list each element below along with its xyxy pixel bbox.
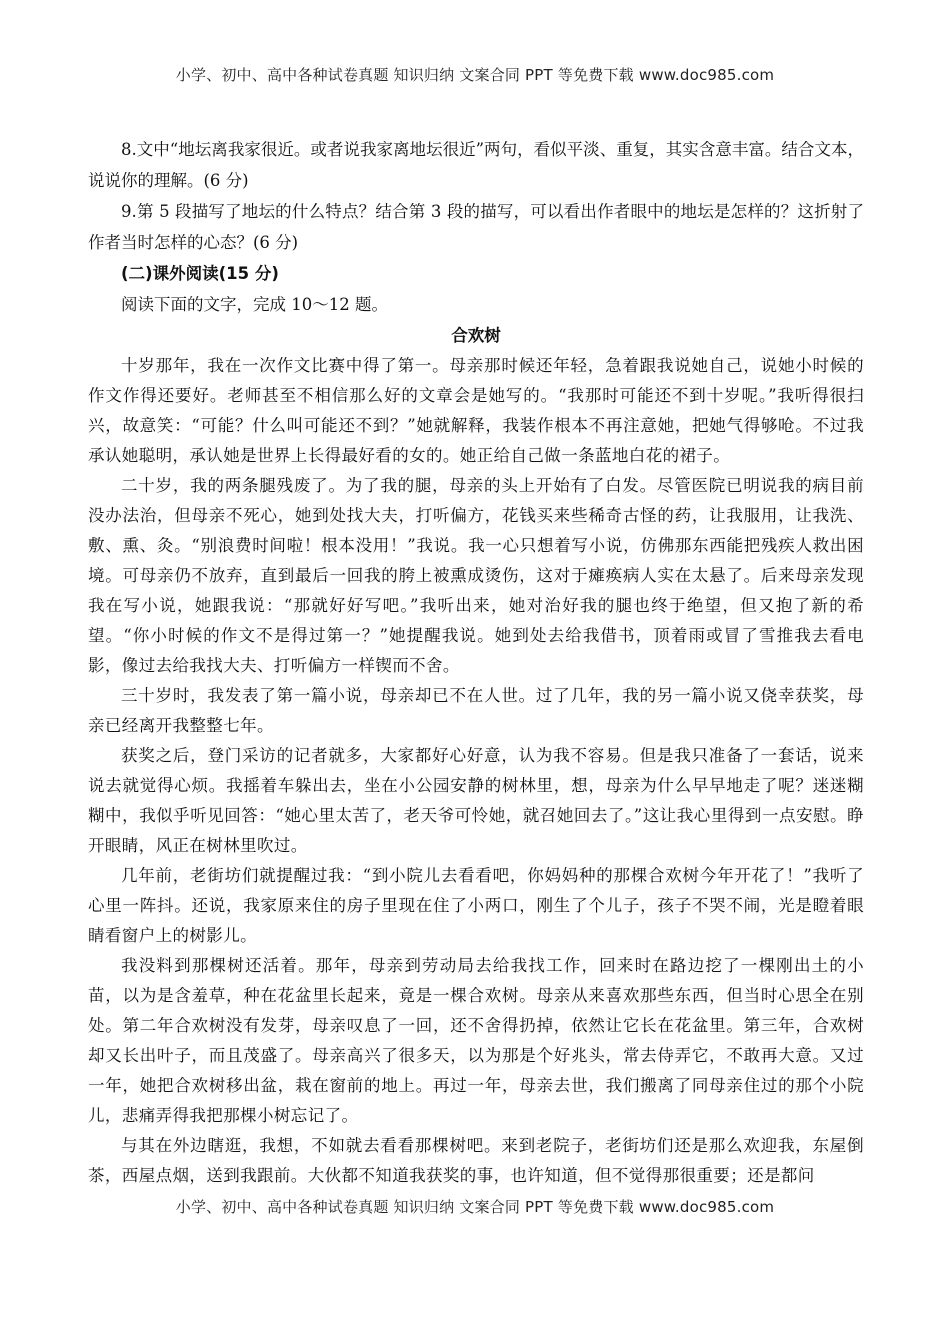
article-paragraph: 三十岁时，我发表了第一篇小说，母亲却已不在人世。过了几年，我的另一篇小说又侥幸获奖，母亲已经离开我整整七年。 xyxy=(88,686,864,735)
article-paragraph: 与其在外边瞎逛，我想，不如就去看看那棵树吧。来到老院子，老街坊们还是那么欢迎我，东屋倒茶，西屋点烟，送到我跟前。大伙都不知道我获奖的事，也许知道，但不觉得那很重要；还是都问 xyxy=(88,1136,864,1185)
article-paragraph: 我没料到那棵树还活着。那年，母亲到劳动局去给我找工作，回来时在路边挖了一棵刚出土的小苗，以为是含羞草，种在花盆里长起来，竟是一棵合欢树。母亲从来喜欢那些东西，但当时心思全在别处。第二年合欢树没有发芽，母亲叹息了一回，还不舍得扔掉，依然让它长在花盆里。第三年，合欢树却又长出叶子，而且茂盛了。母亲高兴了很多天，以为那是个好兆头，常去侍弄它，不敢再大意。又过一年，她把合欢树移出盆，栽在窗前的地上。再过一年，母亲去世，我们搬离了同母亲住过的那个小院儿，悲痛弄得我把那棵小树忘记了。 xyxy=(88,956,864,1125)
page-footer: 小学、初中、高中各种试卷真题 知识归纳 文案合同 PPT 等免费下载 www.doc985.com xyxy=(175,1198,775,1216)
section-title: (二)课外阅读(15 分) xyxy=(121,264,279,283)
article-title: 合欢树 xyxy=(451,326,501,345)
article-paragraph: 获奖之后，登门采访的记者就多，大家都好心好意，认为我不容易。但是我只准备了一套话，说来说去就觉得心烦。我摇着车躲出去，坐在小公园安静的树林里，想，母亲为什么早早地走了呢？迷迷糊糊中，我似乎听见回答：“她心里太苦了，老天爷可怜她，就召她回去了。”这让我心里得到一点安慰。睁开眼睛，风正在树林里吹过。 xyxy=(88,746,864,855)
question-9: 9.第 5 段描写了地坛的什么特点？结合第 3 段的描写，可以看出作者眼中的地坛是怎样的？这折射了作者当时怎样的心态？(6 分) xyxy=(88,202,864,252)
question-8: 8.文中“地坛离我家很近。或者说我家离地坛很近”两句，看似平淡、重复，其实含意丰富。结合文本，说说你的理解。(6 分) xyxy=(88,140,864,190)
page-content xyxy=(88,134,864,1191)
article-paragraph: 几年前，老街坊们就提醒过我：“到小院儿去看看吧，你妈妈种的那棵合欢树今年开花了！”我听了心里一阵抖。还说，我家原来住的房子里现在住了小两口，刚生了个儿子，孩子不哭不闹，光是瞪着眼睛看窗户上的树影儿。 xyxy=(88,866,864,945)
article-paragraph: 二十岁，我的两条腿残废了。为了我的腿，母亲的头上开始有了白发。尽管医院已明说我的病目前没办法治，但母亲不死心，她到处找大夫，打听偏方，花钱买来些稀奇古怪的药，让我服用，让我洗、敷、熏、灸。“别浪费时间啦！根本没用！”我说。我一心只想着写小说，仿佛那东西能把残疾人救出困境。可母亲仍不放弃，直到最后一回我的胯上被熏成烫伤，这对于瘫痪病人实在太悬了。后来母亲发现我在写小说，她跟我说：“那就好好写吧。”我听出来，她对治好我的腿也终于绝望，但又抱了新的希望。“你小时候的作文不是得过第一？”她提醒我说。她到处去给我借书，顶着雨或冒了雪推我去看电影，像过去给我找大夫、打听偏方一样锲而不舍。 xyxy=(88,476,864,675)
page-header: 小学、初中、高中各种试卷真题 知识归纳 文案合同 PPT 等免费下载 www.doc985.com xyxy=(175,66,775,84)
reading-instruction: 阅读下面的文字，完成 10～12 题。 xyxy=(121,295,388,314)
article-paragraph: 十岁那年，我在一次作文比赛中得了第一。母亲那时候还年轻，急着跟我说她自己，说她小时候的作文作得还要好。老师甚至不相信那么好的文章会是她写的。“我那时可能还不到十岁呢。”我听得很扫兴，故意笑：“可能？什么叫可能还不到？”她就解释，我装作根本不再注意她，把她气得够呛。不过我承认她聪明，承认她是世界上长得最好看的女的。她正给自己做一条蓝地白花的裙子。 xyxy=(88,356,864,465)
